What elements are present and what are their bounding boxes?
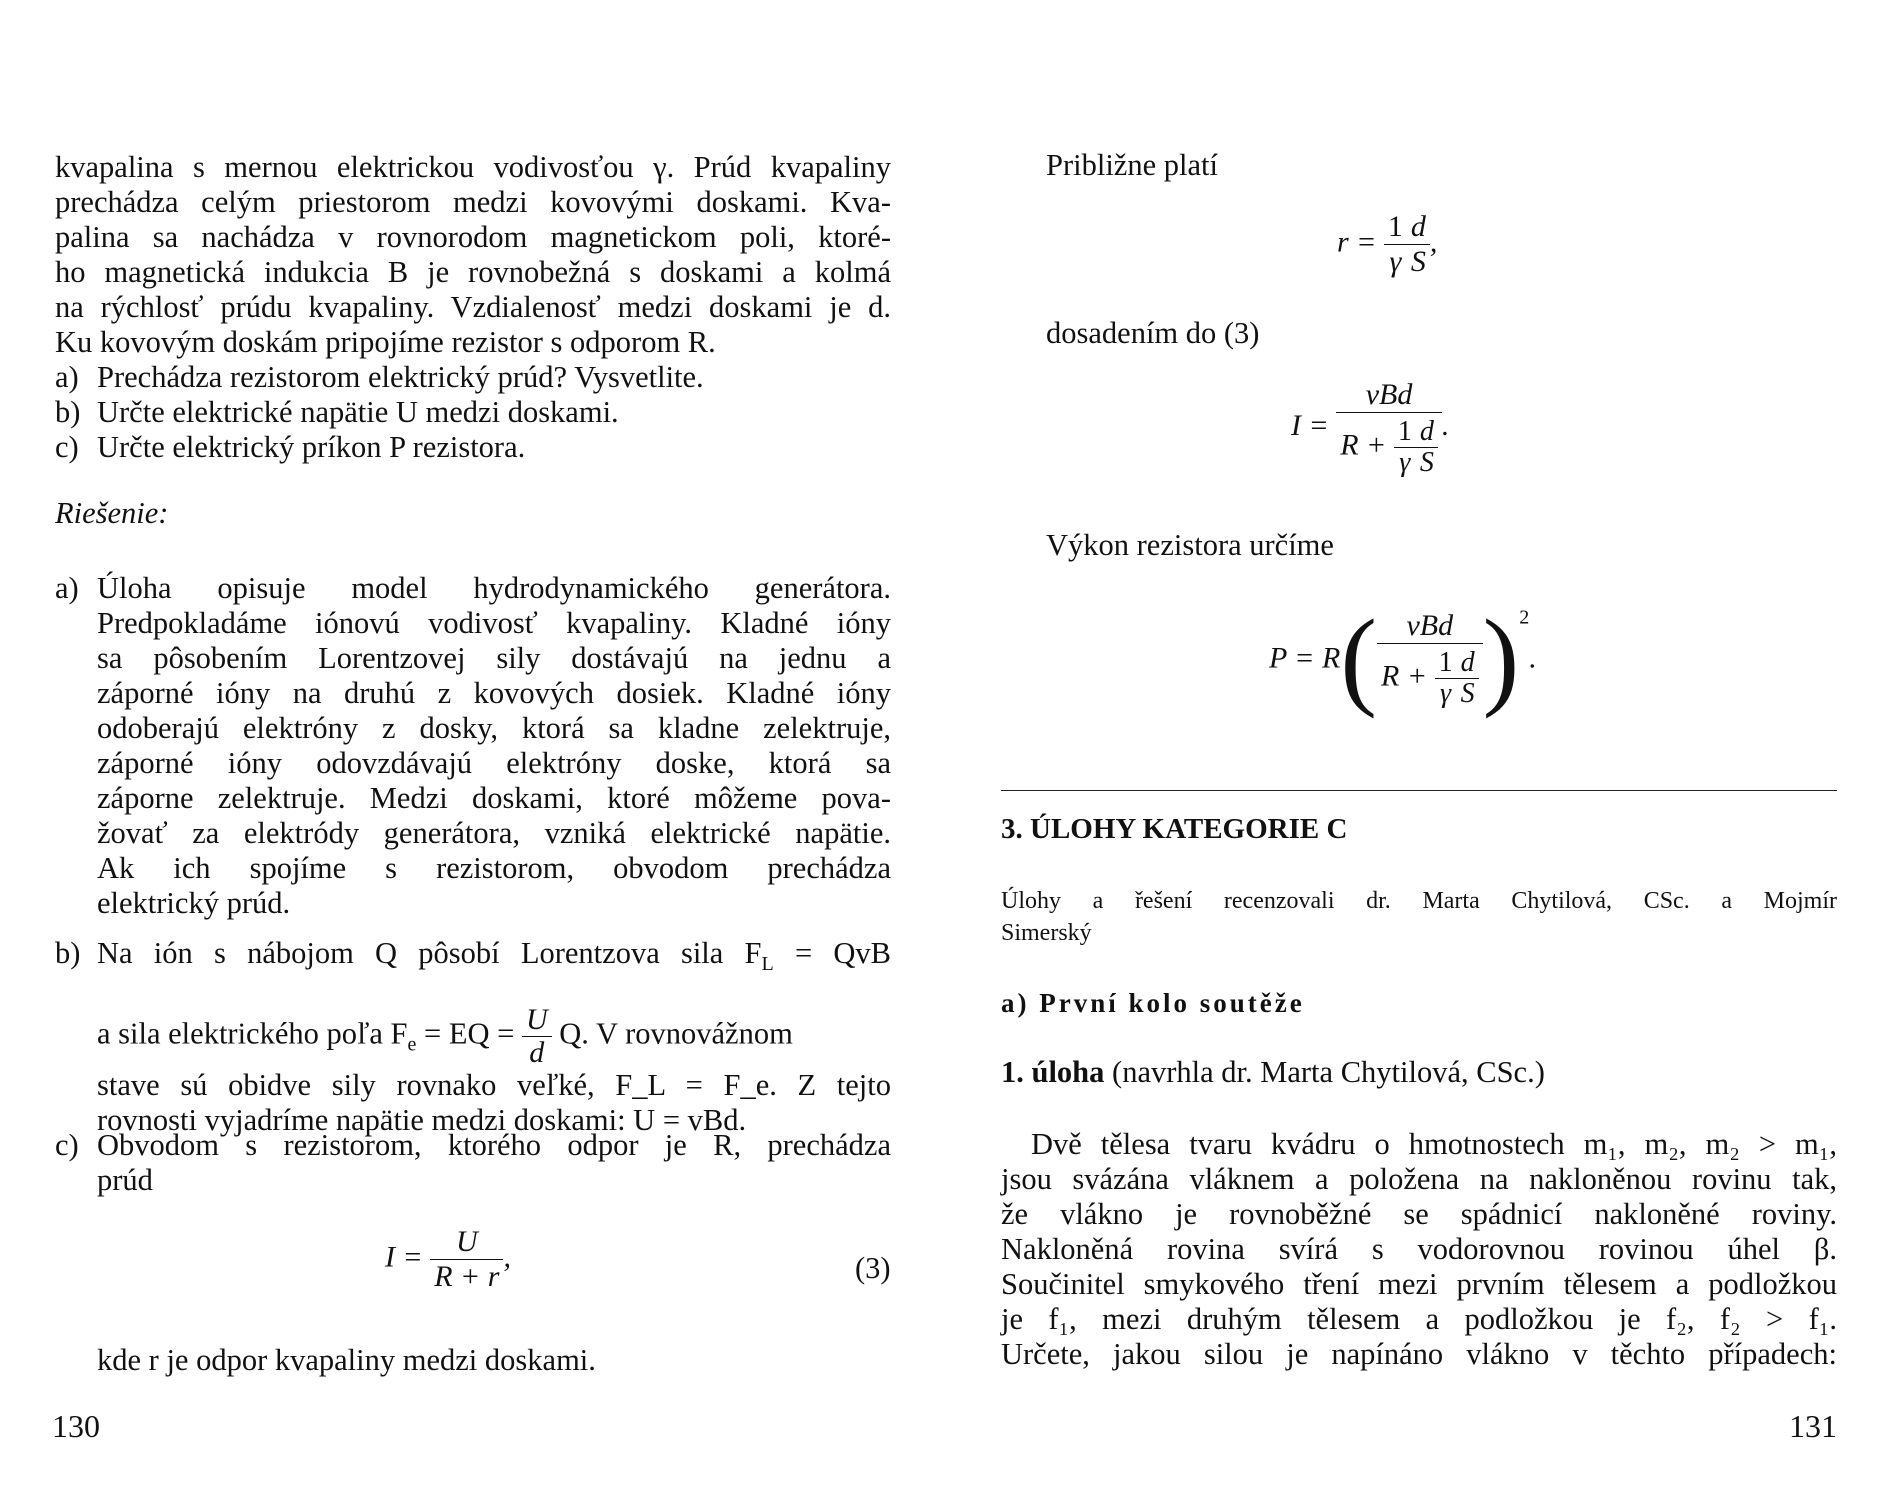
question-a: a) Prechádza rezistorom elektrický prúd? Vysvetlite. — [55, 360, 704, 394]
solution-b: b) Na ión s nábojom Q pôsobí Lorentzova sila $F_L$ = QvB a sila elektrického poľa $F_e$ = EQ = $\frac{U}{d}$ Q. V rovnovážnom stave sú obidve sily rovnako veľké, F_L = F_e. Z tejto rovnosti vyjadríme napätie medzi doskami: U = vBd. — [55, 936, 892, 1138]
section-title: 3. ÚLOHY KATEGORIE C — [1001, 813, 1348, 845]
equation-number: (3) — [855, 1251, 891, 1285]
solution-c: c) Obvodom s rezistorom, ktorého odpor je R, prechádza prúd — [55, 1128, 891, 1197]
approx-label: Približne platí — [1046, 148, 1218, 182]
solution-a-line: záporné ióny odovzdávajú elektróny doske, ktorá sa — [97, 746, 891, 780]
solution-b-line-2: a sila elektrického poľa $F_e$ = EQ = $\frac{U}{d}$ Q. V rovnovážnom — [97, 1003, 793, 1070]
section-divider — [1001, 790, 1837, 791]
solution-b-line-3: stave sú obidve sily rovnako veľké, F_L = F_e. Z tejto — [97, 1068, 891, 1103]
question-c: c) Určte elektrický príkon P rezistora. — [55, 430, 526, 464]
paren-right: ) — [1482, 597, 1520, 719]
solution-a-line: sa pôsobením Lorentzovej sily dostávajú na jednu a — [97, 641, 891, 675]
task-line: Součinitel smykového tření mezi prvním tělesem a podložkou — [1001, 1267, 1837, 1301]
equation-P: P = R( vBd R + $\frac{1}{\gamma}$ $\frac{d}{S}$ )$^2$. — [1269, 597, 1537, 719]
solution-a-line: žovať za elektródy generátora, vzniká elektrické napätie. — [97, 816, 891, 850]
task-text — [1001, 1127, 1837, 1372]
substitution-label: dosadením do (3) — [1046, 316, 1260, 350]
solution-b-line-4: rovnosti vyjadríme napätie medzi doskami: U = vBd. — [97, 1103, 747, 1138]
task-line: že vlákno je rovnoběžné se spádnicí nakloněné roviny. — [1001, 1197, 1837, 1231]
intro-line: kvapalina s mernou elektrickou vodivosťou γ. Prúd kvapaliny — [55, 150, 891, 184]
solution-a-line: záporné ióny na druhú z kovových dosiek. Kladné ióny — [97, 676, 891, 710]
solution-a: a) Úloha opisuje model hydrodynamického generátora. Predpokladáme iónovú vodivosť kvapaliny. Kladné ióny sa pôsobením Lorentzovej sily dostávajú na jednu a záporné ióny na druhú z kovových dosiek. Kladné ióny odoberajú elektróny z dosky, ktorá sa kladne zelektruje, záporné ióny odovzdávajú elektróny doske, ktorá sa záporne zelektruje. Medzi doskami, ktoré môžeme pova- žovať za elektródy generátora, vzniká elektrické napätie. Ak ich spojíme s rezistorom, obvodom prechádza elektrický prúd. — [55, 571, 891, 920]
intro-line: Ku kovovým doskám pripojíme rezistor s odporom R. — [55, 325, 716, 359]
solution-b-line-1: Na ión s nábojom Q pôsobí Lorentzova sila $F_L$ = QvB — [97, 936, 892, 976]
task-header: 1. úloha (navrhla dr. Marta Chytilová, CSc.) — [1001, 1055, 1545, 1089]
intro-line: ho magnetická indukcia B je rovnobežná s doskami a kolmá — [55, 255, 891, 289]
solution-heading: Riešenie: — [55, 496, 169, 530]
solution-c-after: kde r je odpor kvapaliny medzi doskami. — [97, 1343, 596, 1377]
task-line: Určete, jakou silou je napínáno vlákno v těchto případech: — [1001, 1337, 1837, 1371]
intro-line: palina sa nachádza v rovnorodom magnetickom poli, ktoré- — [55, 220, 891, 254]
equation-3: I = $\frac{U}{R + r}$ , — [385, 1225, 511, 1293]
equation-r: r = $\frac{1}{\gamma}$ $\frac{d}{S}$ , — [1337, 210, 1438, 278]
paren-left: ( — [1340, 597, 1377, 719]
solution-a-line: elektrický prúd. — [97, 886, 291, 920]
solution-a-line: Predpokladáme iónovú vodivosť kvapaliny. Kladné ióny — [97, 606, 891, 640]
task-line: je f₁, mezi druhým tělesem a podložkou je f₂, f₂ > f₁. — [1001, 1302, 1837, 1336]
page-number-left: 130 — [52, 1408, 100, 1444]
intro-line: prechádza celým priestorom medzi kovovými doskami. Kva- — [55, 185, 891, 219]
question-list — [55, 360, 891, 465]
page-number-right: 131 — [1789, 1408, 1837, 1444]
right-page — [939, 0, 1878, 1501]
round-title: a) První kolo soutěže — [1001, 988, 1305, 1018]
solution-c-line-2: prúd — [97, 1163, 153, 1197]
task-line: Nakloněná rovina svírá s vodorovnou rovinou úhel β. — [1001, 1232, 1837, 1266]
solution-a-line: odoberajú elektróny z dosky, ktorá sa kladne zelektruje, — [97, 711, 891, 745]
problem-intro — [55, 150, 891, 360]
power-label: Výkon rezistora určíme — [1046, 528, 1334, 562]
task-line: jsou svázána vláknem a položena na nakloněnou rovinu tak, — [1001, 1162, 1837, 1196]
question-b: b) Určte elektrické napätie U medzi doskami. — [55, 395, 619, 429]
solution-a-line: záporne zelektruje. Medzi doskami, ktoré môžeme pova- — [97, 781, 891, 815]
equation-I: I = vBd R + $\frac{1}{\gamma}$ $\frac{d}{S}$ . — [1291, 378, 1450, 478]
task-line: Dvě tělesa tvaru kvádru o hmotnostech m₁, m₂, m₂ > m₁, — [1031, 1127, 1837, 1161]
solution-a-line: Úloha opisuje model hydrodynamického generátora. — [97, 571, 891, 605]
intro-line: na rýchlosť prúdu kvapaliny. Vzdialenosť medzi doskami je d. — [55, 290, 891, 324]
reviewers-note: Úlohy a řešení recenzovali dr. Marta Chytilová, CSc. a Mojmír Simerský — [1001, 888, 1837, 946]
solution-a-line: Ak ich spojíme s rezistorom, obvodom prechádza — [97, 851, 891, 885]
fraction-u-over-d: $\frac{U}{d}$ — [522, 1004, 552, 1069]
solution-c-line-1: Obvodom s rezistorom, ktorého odpor je R, prechádza — [97, 1128, 891, 1162]
